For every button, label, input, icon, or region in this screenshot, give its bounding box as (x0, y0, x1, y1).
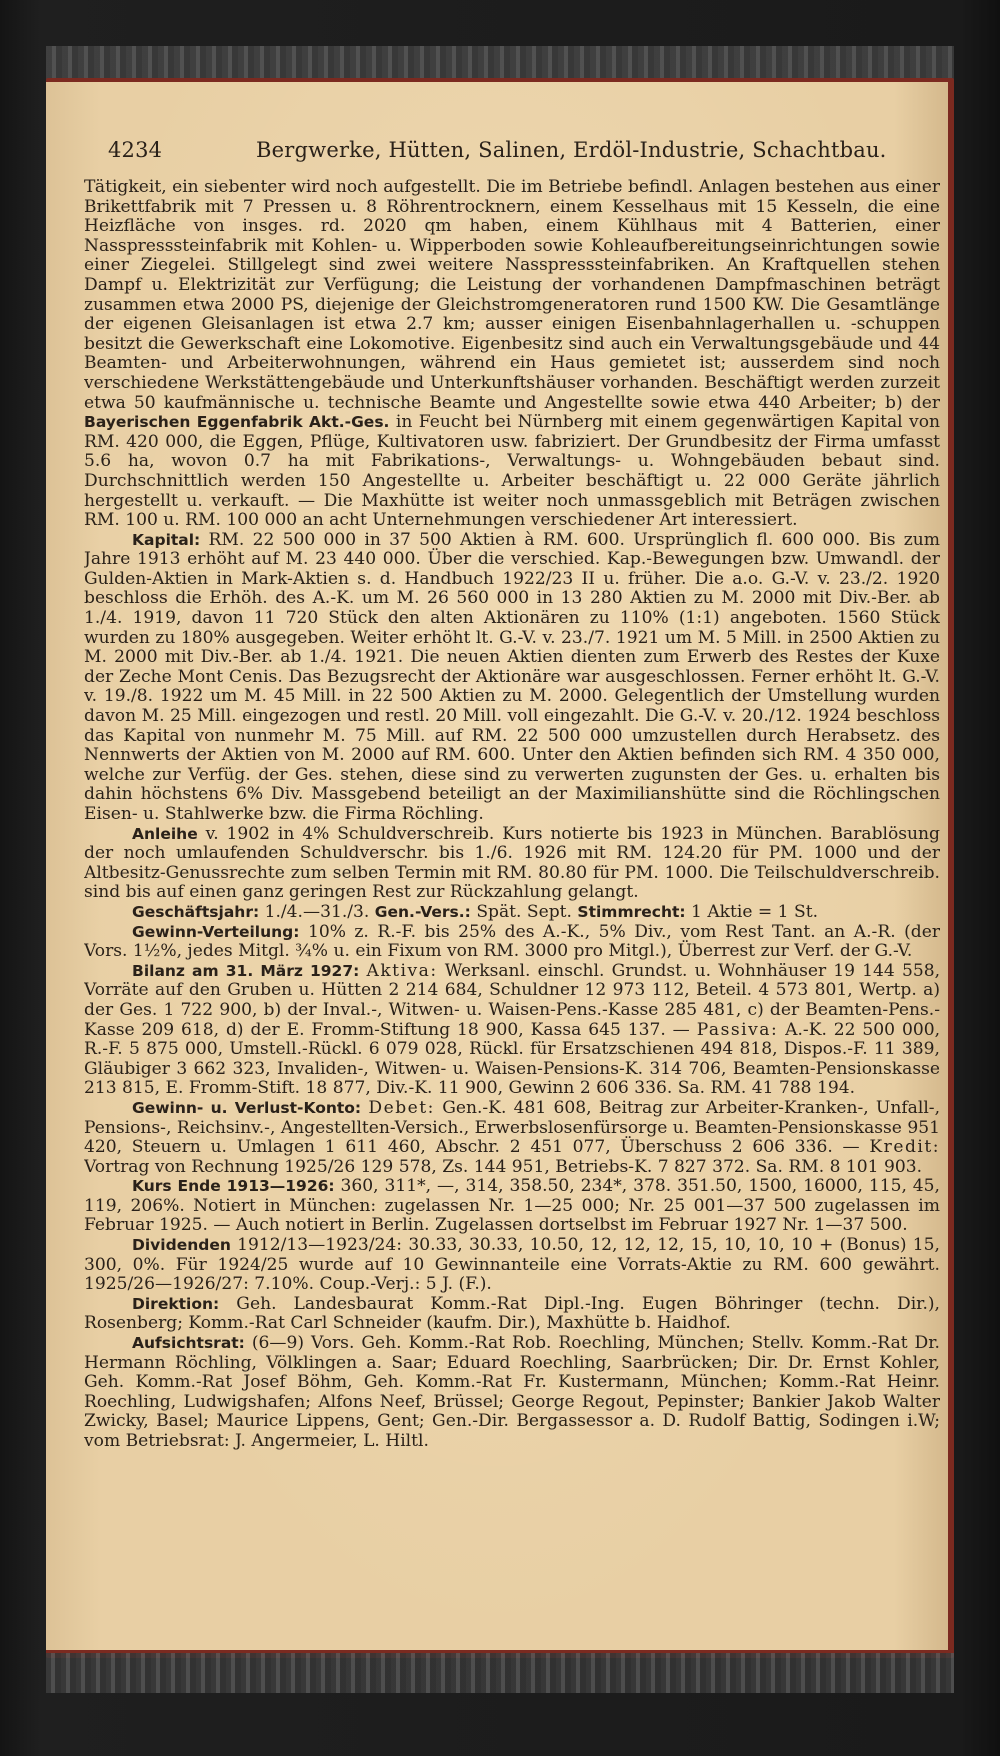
paragraph-kurs (84, 1177, 940, 1236)
bilanz-label: Bilanz am 31. März 1927: (132, 961, 360, 980)
intro-company: Bayerischen Eggenfabrik Akt.-Ges. (84, 413, 390, 432)
paragraph-geschaeftsjahr (84, 903, 940, 923)
aufsichtsrat-label: Aufsichtsrat: (132, 1334, 245, 1353)
kapital-label: Kapital: (132, 530, 201, 549)
geschaeftsjahr-text: 1./4.—31./3. (264, 901, 370, 922)
anleihe-label: Anleihe (132, 824, 198, 843)
dividenden-text: 1912/13—1923/24: 30.33, 30.33, 10.50, 12, 12, 12, 15, 10, 10, 10 + (Bonus) 15, 300, 0%. Für 1924/25 wurde auf 10 Gewinnanteile eine Vorrats-Aktie zu RM. 600 gewährt. 1925/26—1926/27: 7.10%. Coup.-Verj.: 5 J. (F.). (84, 1235, 940, 1295)
paragraph-dividenden (84, 1236, 940, 1295)
intro-rest: in Feucht bei Nürnberg mit einem gegenwärtigen Kapital von RM. 420 000, die Eggen, Pflüge, Kultivatoren usw. fabriziert. Der Grundbesitz der Firma umfasst 5.6 ha, wovon 0.7 ha mit Fabrikations-, Verwaltungs- u. Wohngebäuden bebaut sind. Durchschnittlich werden 150 Angestellte u. Arbeiter beschäftigt u. 22 000 Geräte jährlich hergestellt u. verkauft. — Die Maxhütte ist weiter noch unmassgeblich mit Beträgen zwischen RM. 100 u. RM. 100 000 an acht Unternehmungen verschiedener Art interessiert. (84, 412, 940, 531)
page-number: 4234 (108, 138, 163, 162)
paragraph-anleihe (84, 825, 940, 903)
stimmrecht-label: Stimmrecht: (577, 902, 686, 921)
running-title: Bergwerke, Hütten, Salinen, Erdöl-Industrie, Schachtbau. (256, 138, 887, 162)
stimmrecht-text: 1 Aktie = 1 St. (691, 901, 819, 922)
gewinnverteilung-text: 10% z. R.-F. bis 25% des A.-K., 5% Div., vom Rest Tant. an A.-R. (der Vors. 1½%, jedes Mitgl. ¾% u. ein Fixum von RM. 3000 pro Mitgl.), Überrest zur Verf. der G.-V. (84, 921, 940, 962)
geschaeftsjahr-label: Geschäftsjahr: (132, 902, 260, 921)
kapital-text: RM. 22 500 000 in 37 500 Aktien à RM. 600. Ursprünglich fl. 600 000. Bis zum Jahre 1913 erhöht auf M. 23 440 000. Über die verschied. Kap.-Bewegungen bzw. Umwandl. der Gulden-Aktien in Mark-Aktien s. d. Handbuch 1922/23 II u. früher. Die a.o. G.-V. v. 23./2. 1920 beschloss die Erhöh. des A.-K. um M. 26 560 000 in 13 280 Aktien zu M. 2000 mit Div.-Ber. ab 1./4. 1919, davon 11 720 Stück den alten Aktionären zu 110% (1:1) angeboten. 1560 Stück wurden zu 180% ausgegeben. Weiter erhöht lt. G.-V. v. 23./7. 1921 um M. 5 Mill. in 2500 Aktien zu M. 2000 mit Div.-Ber. ab 1./4. 1921. Die neuen Aktien dienten zum Erwerb des Restes der Kuxe der Zeche Mont Cenis. Das Bezugsrecht der Aktionäre war ausgeschlossen. Ferner erhöht lt. G.-V. v. 19./8. 1922 um M. 45 Mill. in 22 500 Aktien zu M. 2000. Gelegentlich der Umstellung wurden davon M. 25 Mill. eingezogen und restl. 20 Mill. voll eingezahlt. Die G.-V. v. 20./12. 1924 beschloss das Kapital von nunmehr M. 75 Mill. auf RM. 22 500 000 umzustellen durch Herabsetz. des Nennwerts der Aktien von M. 2000 auf RM. 600. Unter den Aktien befinden sich RM. 4 350 000, welche zur Verfüg. der Ges. stehen, diese sind zu verwerten zugunsten der Ges. u. erhalten bis dahin höchstens 6% Div. Massgebend beteiligt an der Maximilianshütte sind die Röchlingschen Eisen- u. Stahlwerke bzw. die Firma Röchling. (84, 529, 940, 824)
bilanz-aktiva-text: Werksanl. einschl. Grundst. u. Wohnhäuser 19 144 558, Vorräte auf den Gruben u. Hütten 2 214 684, Schuldner 12 973 112, Beteil. 4 573 801, Wertp. a) der Ges. 1 722 900, b) der Inval.-, Witwen- u. Waisen-Pens.-Kasse 285 481, c) der Beamten-Pens.-Kasse 209 618, d) der E. Fromm-Stiftung 18 900, Kassa 645 137. — (84, 960, 940, 1040)
paragraph-kapital (84, 531, 940, 825)
guv-debet-label: Debet: (368, 1097, 435, 1118)
direktion-text: Geh. Landesbaurat Komm.-Rat Dipl.-Ing. Eugen Böhringer (techn. Dir.), Rosenberg; Komm.-Rat Carl Schneider (kaufm. Dir.), Maxhütte b. Haidhof. (84, 1293, 940, 1334)
direktion-label: Direktion: (132, 1294, 220, 1313)
genvers-label: Gen.-Vers.: (374, 902, 471, 921)
genvers-text: Spät. Sept. (476, 901, 572, 922)
kurs-label: Kurs Ende 1913—1926: (132, 1177, 335, 1196)
bilanz-aktiva-label: Aktiva: (366, 960, 438, 981)
paragraph-gewinnverteilung (84, 923, 940, 962)
page-body (84, 178, 940, 1636)
paragraph-direktion (84, 1295, 940, 1334)
guv-label: Gewinn- u. Verlust-Konto: (132, 1098, 362, 1117)
book-page (46, 82, 948, 1650)
intro-text: Tätigkeit, ein siebenter wird noch aufgestellt. Die im Betriebe befindl. Anlagen bestehen aus einer Brikettfabrik mit 7 Pressen u. 8 Röhrentrocknern, einem Kesselhaus mit 15 Kesseln, die eine Heizfläche von insges. rd. 2020 qm haben, einem Kühlhaus mit 4 Batterien, einer Nasspresssteinfabrik mit Kohlen- u. Wipperboden sowie Kohleaufbereitungseinrichtungen sowie einer Ziegelei. Stillgelegt sind zwei weitere Nasspresssteinfabriken. An Kraftquellen stehen Dampf u. Elektrizität zur Verfügung; die Leistung der vorhandenen Dampfmaschinen beträgt zusammen etwa 2000 PS, diejenige der Gleichstromgeneratoren rund 1500 KW. Die Gesamtlänge der eigenen Gleisanlagen ist etwa 2.7 km; ausser einigen Eisenbahnlagerhallen u. -schuppen besitzt die Gewerkschaft eine Lokomotive. Eigenbesitz sind auch ein Verwaltungsgebäude und 44 Beamten- und Arbeiterwohnungen, während ein Haus gemietet ist; ausserdem sind noch verschiedene Werkstättengebäude und Unterkunftshäuser vorhanden. Beschäftigt werden zurzeit etwa 50 kaufmännische u. technische Beamte und Angestellte sowie etwa 440 Arbeiter; b) der (84, 178, 940, 413)
running-header (108, 138, 908, 168)
guv-kredit-label: Kredit: (869, 1137, 940, 1158)
dividenden-label: Dividenden (132, 1236, 231, 1255)
paragraph-intro (84, 178, 940, 531)
gewinnverteilung-label: Gewinn-Verteilung: (132, 922, 300, 941)
anleihe-text: v. 1902 in 4% Schuldverschreib. Kurs notierte bis 1923 in München. Barablösung der noch umlaufenden Schuldverschr. bis 1./6. 1926 mit RM. 124.20 für PM. 1000 und der Altbesitz-Genussrechte zum selben Termin mit RM. 80.80 für PM. 1000. Die Teilschuldverschreib. sind bis auf einen ganz geringen Rest zur Rückzahlung gelangt. (84, 823, 940, 903)
guv-kredit-text: Vortrag von Rechnung 1925/26 129 578, Zs. 144 951, Betriebs-K. 7 827 372. Sa. RM. 8 101 903. (84, 1156, 923, 1177)
kurs-text: 360, 311*, —, 314, 358.50, 234*, 378. 351.50, 1500, 16000, 115, 45, 119, 206%. Notiert in München: zugelassen Nr. 1—25 000; Nr. 25 001—37 500 zugelassen im Februar 1925. — Auch notiert in Berlin. Zugelassen dortselbst im Februar 1927 Nr. 1—37 500. (84, 1176, 940, 1236)
paragraph-aufsichtsrat (84, 1334, 940, 1452)
guv-debet-text: Gen.-K. 481 608, Beitrag zur Arbeiter-Kranken-, Unfall-, Pensions-, Reichsinv.-, Angestellten-Versich., Erwerbslosenfürsorge u. Beamten-Pensionskasse 951 420, Steuern u. Umlagen 1 611 460, Abschr. 2 451 077, Überschuss 2 606 336. — (84, 1097, 940, 1158)
bilanz-passiva-label: Passiva: (696, 1019, 779, 1040)
paragraph-bilanz (84, 962, 940, 1099)
book-edge-bottom (46, 1653, 954, 1693)
bilanz-passiva-text: A.-K. 22 500 000, R.-F. 5 875 000, Umstell.-Rückl. 6 079 028, Rückl. für Ersatzschienen 494 818, Dispos.-F. 11 389, Gläubiger 3 662 323, Invaliden-, Witwen- u. Waisen-Pensions-K. 314 706, Beamten-Pensionskasse 213 815, E. Fromm-Stift. 18 877, Div.-K. 11 900, Gewinn 2 606 336. Sa. RM. 41 788 194. (84, 1019, 940, 1099)
aufsichtsrat-text: (6—9) Vors. Geh. Komm.-Rat Rob. Roechling, München; Stellv. Komm.-Rat Dr. Hermann Röchling, Völklingen a. Saar; Eduard Roechling, Saarbrücken; Dir. Dr. Ernst Kohler, Geh. Komm.-Rat Josef Böhm, Geh. Komm.-Rat Fr. Kustermann, München; Komm.-Rat Heinr. Roechling, Ludwigshafen; Alfons Neef, Brüssel; George Regout, Pepinster; Bankier Jakob Walter Zwicky, Basel; Maurice Lippens, Gent; Gen.-Dir. Bergassessor a. D. Rudolf Battig, Sodingen i.W; vom Betriebsrat: J. Angermeier, L. Hiltl. (84, 1333, 940, 1451)
paragraph-gewinn-verlust (84, 1099, 940, 1177)
